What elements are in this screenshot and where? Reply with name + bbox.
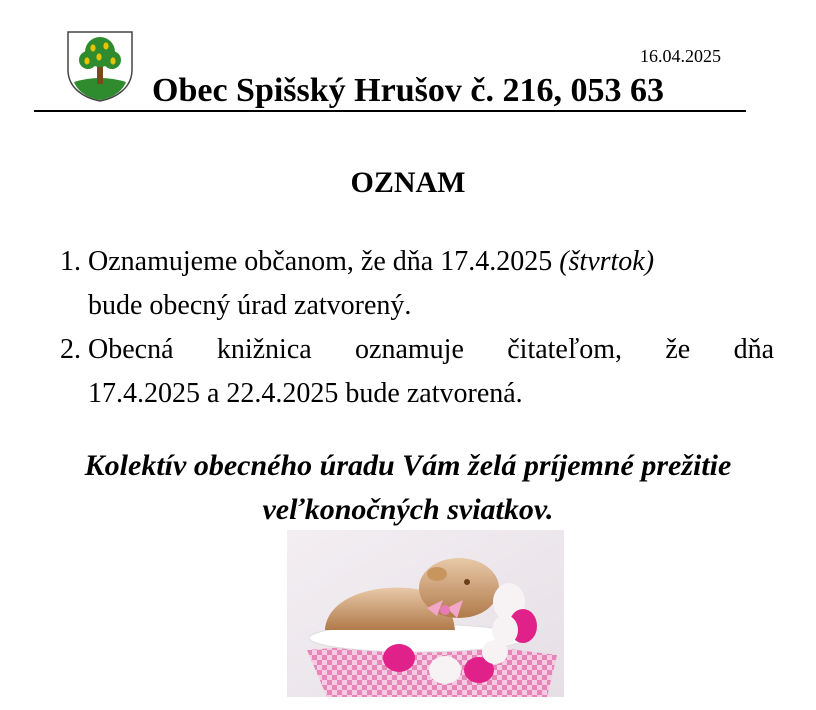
list-item-number: 1. [60, 246, 81, 277]
greeting-line: Kolektív obecného úradu Vám želá príjemné prežitie [84, 449, 732, 482]
notice-title: OZNAM [350, 166, 466, 199]
list-item-text: bude obecný úrad zatvorený. [88, 290, 412, 321]
list-item [60, 328, 774, 416]
list-item-weekday: (štvrtok) [559, 246, 655, 277]
list-item [60, 240, 774, 328]
greeting-line: veľkonočných sviatkov. [262, 493, 554, 526]
municipality-header: Obec Spišský Hrušov č. 216, 053 63 [152, 72, 664, 109]
coat-of-arms-icon [66, 30, 134, 102]
easter-lamb-cake-image [287, 530, 564, 697]
easter-greeting [0, 444, 816, 532]
list-item-number: 2. [60, 334, 81, 365]
notice-list [60, 240, 774, 416]
list-item-text: Obecná knižnica oznamuje čitateľom, že dňa [88, 334, 774, 365]
document-date: 16.04.2025 [640, 46, 721, 66]
list-item-text: Oznamujeme občanom, že dňa 17.4.2025 [88, 246, 560, 277]
header-divider [34, 110, 746, 112]
list-item-text: 17.4.2025 a 22.4.2025 bude zatvorená. [88, 378, 523, 409]
